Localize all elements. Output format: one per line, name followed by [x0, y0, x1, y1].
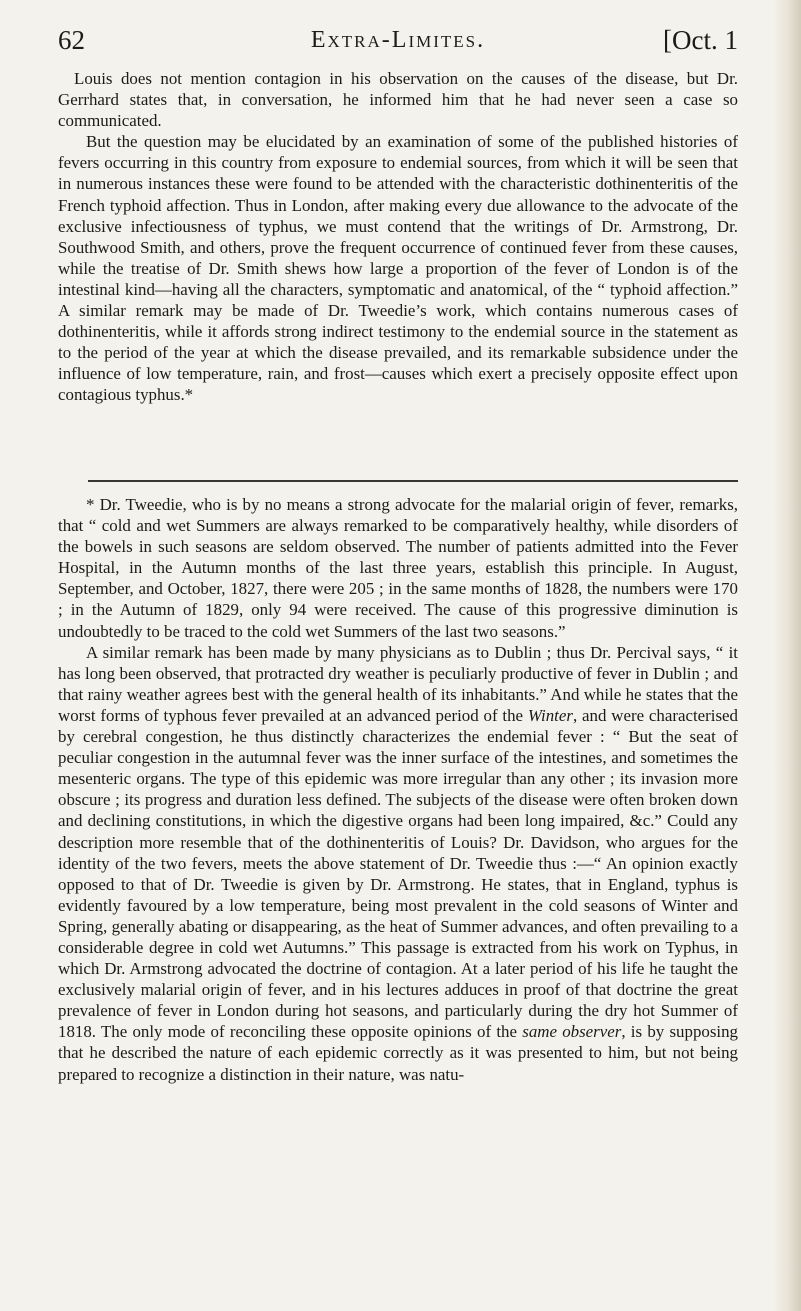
- footnote: [58, 494, 738, 1085]
- footnote-text: * Dr. Tweedie, who is by no means a strong advocate for the malarial origin of fever, remarks, that “ cold and wet Summers are always remarked to be comparatively healthy, while disorders of the bowels in such seasons are seldom observed. The number of patients admitted into the Fever Hospital, in the Autumn months of the last three years, establish this principle. In August, September, and October, 1827, there were 205 ; in the same months of 1828, the numbers were 170 ; in the Autumn of 1829, only 94 were received. The cause of this progressive diminution is undoubtedly to be traced to the cold wet Summers of the last two seasons.”: [58, 495, 738, 641]
- footnote-italic-winter: Winter: [527, 705, 573, 725]
- footnote-paragraph-dublin: [58, 642, 738, 1085]
- footnote-reference: *: [184, 385, 194, 405]
- page-number: 62: [58, 25, 85, 55]
- running-header: [58, 22, 738, 58]
- footnote-italic-same-observer: same observer: [522, 1022, 622, 1042]
- footnote-text: , and were characterised by cerebral congestion, he thus distinctly characterizes the endemial fever : “ But the seat of peculiar congestion in the autumnal fever was the inner surface of the intestines, and sometimes the mesenteric organs. The type of this epidemic was more irregular than any other ; its invasion more obscure ; its progress and duration less defined. The subjects of the disease were often broken down and declining constitutions, in which the digestive organs had been long impaired, &c.” Could any description more resemble that of the dothinenteritis of Louis? Dr. Davidson, who argues for the identity of the two fevers, meets the above statement of Dr. Tweedie thus :—“ An opinion exactly opposed to that of Dr. Tweedie is given by Dr. Armstrong. He states, that in England, typhus is evidently favoured by a low temperature, being most prevalent in the cold seasons of Winter and Spring, generally abating or disappearing, as the heat of Summer advances, and often prevailing to a considerable degree in cold wet Autumns.” This passage is extracted from his work on Typhus, in which Dr. Armstrong advocated the doctrine of contagion. At a later period of his life he taught the exclusively malarial origin of fever, and in his lectures adduces in proof of that doctrine the great prevalence of fever in London during hot seasons, and particularly during the dry hot Summer of 1818. The only mode of reconciling these opposite opinions of the: [58, 705, 738, 1042]
- page-edge-shadow: [773, 0, 801, 1311]
- paragraph-louis: [58, 68, 738, 131]
- footnote-text: , is by supposing that he described the nature of each epidemic correctly as it was presented to him, but not being prepared to recognize a distinction in their nature, was natu-: [58, 1022, 738, 1084]
- paragraph-text: Louis does not mention contagion in his observation on the causes of the disease, but Dr. Gerrhard states that, in conversation, he informed him that he had never seen a case so communicated.: [58, 69, 738, 131]
- main-text: [58, 68, 738, 406]
- running-title: Extra-Limites.: [310, 27, 486, 53]
- paragraph-elucidation: [58, 131, 738, 405]
- footnote-text: A similar remark has been made by many physicians as to Dublin ; thus Dr. Percival says, “ it has long been observed, that protracted dry weather is peculiarly productive of fever in Dublin ; and that rainy weather agrees best with the general health of its inhabitants.” And while he states that the worst forms of typhous fever prevailed at an advanced period of the: [58, 642, 738, 725]
- running-date: [Oct. 1: [663, 25, 738, 55]
- footnote-divider: [88, 480, 738, 482]
- footnote-paragraph-tweedie: [58, 494, 738, 642]
- paragraph-text: But the question may be elucidated by an examination of some of the published histories of fevers occurring in this country from exposure to endemial sources, from which it will be seen that in numerous instances these were found to be attended with the characteristic dothinenteritis of the French typhoid affection. Thus in London, after making every due allowance to the advocate of the exclusive infectiousness of typhus, we must contend that the writings of Dr. Armstrong, Dr. Southwood Smith, and others, prove the frequent occurrence of continued fever from these causes, while the treatise of Dr. Smith shews how large a proportion of the fever of London is of the intestinal kind—having all the characters, symptomatic and anatomical, of the “ typhoid affection.” A similar remark may be made of Dr. Tweedie’s work, which contains numerous cases of dothinenteritis, while it affords strong indirect testimony to the endemial source in the statement as to the period of the year at which the disease prevailed, and its remarkable subsidence under the influence of low temperature, rain, and frost—causes which exert a precisely opposite effect upon contagious typhus.: [58, 132, 738, 405]
